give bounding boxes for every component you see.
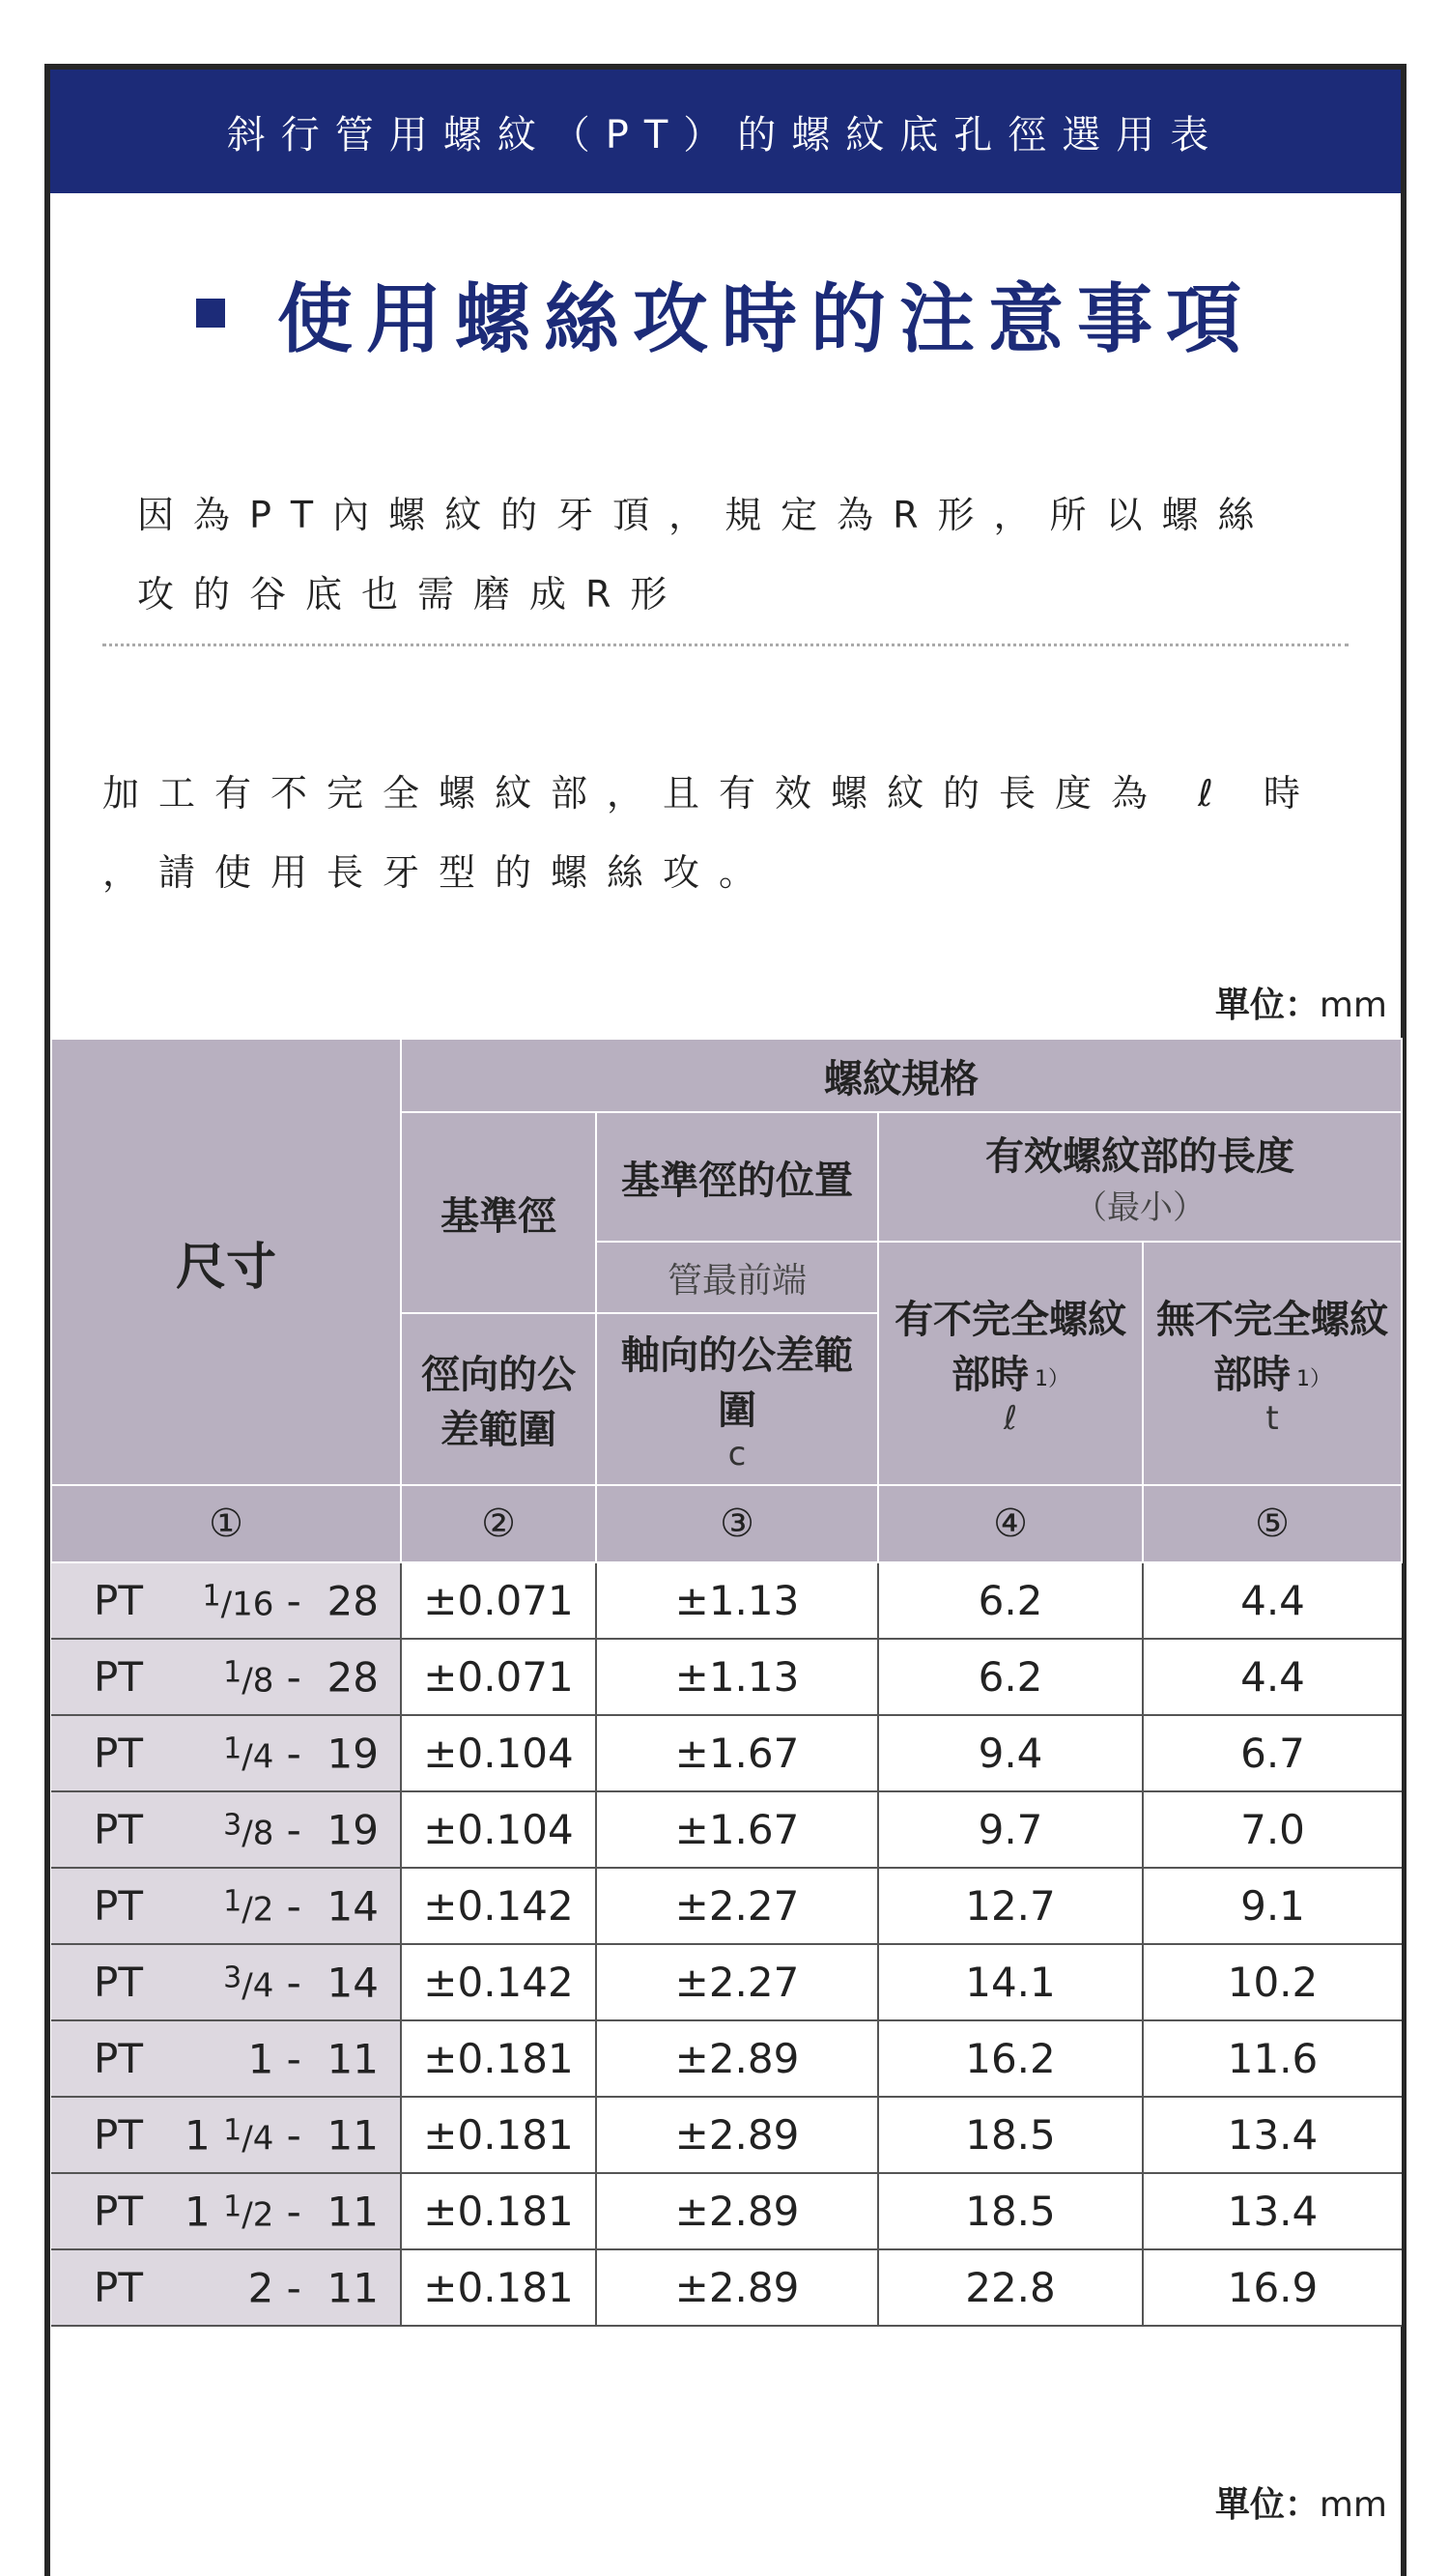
cell-size: [51, 2097, 401, 2173]
size-tpi: 28: [327, 1577, 379, 1624]
size-fraction: $^1$/16: [202, 1579, 274, 1623]
size-value: 1 - 11: [247, 2035, 379, 2082]
cell-radial-tolerance: ±0.181: [401, 2249, 596, 2326]
cell-length-incomplete: 18.5: [878, 2097, 1143, 2173]
table-row: [51, 2097, 1402, 2173]
note-line: 加工有不完全螺紋部，且有效螺紋的長度為 ℓ 時: [102, 772, 1320, 815]
cell-length-incomplete: 9.7: [878, 1791, 1143, 1868]
fraction-numerator: 1: [223, 1884, 242, 1918]
cell-length-incomplete: 16.2: [878, 2020, 1143, 2097]
header-effective-length-sub: （最小）: [1074, 1188, 1206, 1227]
size-tpi: 28: [327, 1653, 379, 1701]
size-prefix: PT: [94, 1806, 143, 1853]
unit-label-text: 單位：: [1214, 2485, 1320, 2525]
table-row: [51, 1715, 1402, 1791]
cell-length-no-incomplete: 6.7: [1143, 1715, 1402, 1791]
header-no-incomplete: [1143, 1242, 1402, 1485]
cell-radial-tolerance: ±0.104: [401, 1715, 596, 1791]
fraction-denominator: 2: [252, 2195, 274, 2234]
cell-axial-tolerance: ±1.13: [596, 1562, 878, 1639]
cell-axial-tolerance: ±1.67: [596, 1791, 878, 1868]
column-number-5: ⑤: [1143, 1485, 1402, 1562]
fraction-numerator: 1: [202, 1579, 221, 1613]
fraction-denominator: 4: [252, 2119, 274, 2158]
cell-size: [51, 1639, 401, 1715]
fraction-denominator: 4: [252, 1966, 274, 2005]
note-paragraph-2: [102, 754, 1397, 912]
cell-length-no-incomplete: 7.0: [1143, 1791, 1402, 1868]
column-number-3: ③: [596, 1485, 878, 1562]
cell-axial-tolerance: ±2.27: [596, 1944, 878, 2020]
size-prefix: PT: [94, 2035, 143, 2082]
size-fraction: $^1$/4: [223, 1732, 274, 1776]
cell-length-incomplete: 9.4: [878, 1715, 1143, 1791]
fraction-denominator: 8: [252, 1814, 274, 1852]
cell-length-no-incomplete: 13.4: [1143, 2097, 1402, 2173]
fraction-denominator: 2: [252, 1890, 274, 1929]
note-line: ，請使用長牙型的螺絲攻。: [102, 851, 776, 894]
cell-radial-tolerance: ±0.181: [401, 2097, 596, 2173]
header-incomplete-text: 有不完全螺紋部時: [895, 1298, 1126, 1397]
thread-spec-table: [50, 1038, 1403, 2327]
table-row: [51, 2173, 1402, 2249]
size-value: $^1$/2 - 14: [223, 1882, 379, 1930]
size-tpi: 19: [327, 1806, 379, 1853]
page-frame: [44, 64, 1406, 2576]
column-number-2: ②: [401, 1485, 596, 1562]
cell-radial-tolerance: ±0.104: [401, 1791, 596, 1868]
size-tpi: 19: [327, 1730, 379, 1777]
unit-value: mm: [1319, 2485, 1387, 2525]
section-title: [50, 255, 1401, 371]
header-axial-tolerance-text: 軸向的公差範圍: [621, 1333, 853, 1433]
table-row: [51, 1868, 1402, 1944]
cell-axial-tolerance: ±1.13: [596, 1639, 878, 1715]
size-value: $^1$/4 - 19: [223, 1730, 379, 1777]
header-effective-length: [878, 1112, 1402, 1242]
header-pipe-end: 管最前端: [596, 1242, 878, 1313]
cell-axial-tolerance: ±2.89: [596, 2173, 878, 2249]
table-row: [51, 1944, 1402, 2020]
column-number-1: ①: [51, 1485, 401, 1562]
column-number-4: ④: [878, 1485, 1143, 1562]
fraction-numerator: 1: [223, 2190, 242, 2223]
table-row: [51, 2249, 1402, 2326]
size-whole: 1: [185, 2188, 211, 2235]
cell-size: [51, 1868, 401, 1944]
unit-value: mm: [1319, 986, 1387, 1025]
cell-length-no-incomplete: 10.2: [1143, 1944, 1402, 2020]
header-size: 尺寸: [51, 1039, 401, 1485]
cell-size: [51, 2249, 401, 2326]
size-value: $^1$/16 - 28: [202, 1577, 379, 1624]
cell-radial-tolerance: ±0.142: [401, 1944, 596, 2020]
cell-size: [51, 1791, 401, 1868]
cell-radial-tolerance: ±0.142: [401, 1868, 596, 1944]
size-tpi: 11: [327, 2264, 379, 2311]
header-no-incomplete-text: 無不完全螺紋部時: [1156, 1298, 1388, 1397]
size-value: 1 $^1$/2 - 11: [185, 2188, 379, 2235]
size-whole: 2: [247, 2264, 274, 2311]
size-tpi: 11: [327, 2035, 379, 2082]
cell-length-incomplete: 22.8: [878, 2249, 1143, 2326]
size-prefix: PT: [94, 1959, 143, 2006]
size-prefix: PT: [94, 1730, 143, 1777]
table-row: [51, 1791, 1402, 1868]
header-ref-diameter: 基準徑: [401, 1112, 596, 1313]
cell-size: [51, 1944, 401, 2020]
cell-radial-tolerance: ±0.181: [401, 2173, 596, 2249]
unit-label-bottom: [1215, 2477, 1387, 2527]
note-paragraph-1: [137, 475, 1393, 634]
fraction-denominator: 4: [252, 1737, 274, 1776]
cell-length-no-incomplete: 16.9: [1143, 2249, 1402, 2326]
fraction-denominator: 16: [232, 1585, 274, 1623]
table-row: [51, 1639, 1402, 1715]
header-incomplete: [878, 1242, 1143, 1485]
size-value: 2 - 11: [247, 2264, 379, 2311]
size-fraction: $^3$/4: [223, 1961, 274, 2005]
size-fraction: $^1$/4: [223, 2113, 274, 2158]
unit-label-text: 單位：: [1214, 986, 1320, 1025]
size-whole: 1: [185, 2111, 211, 2159]
cell-length-incomplete: 6.2: [878, 1639, 1143, 1715]
cell-radial-tolerance: ±0.181: [401, 2020, 596, 2097]
size-value: 1 $^1$/4 - 11: [185, 2111, 379, 2159]
section-title-text: 使用螺絲攻時的注意事項: [276, 276, 1255, 363]
size-tpi: 14: [327, 1959, 379, 2006]
footnote-mark: 1）: [1296, 1366, 1331, 1391]
cell-length-incomplete: 6.2: [878, 1562, 1143, 1639]
size-tpi: 11: [327, 2188, 379, 2235]
header-axial-tolerance: [596, 1313, 878, 1485]
size-prefix: PT: [94, 2188, 143, 2235]
cell-axial-tolerance: ±2.27: [596, 1868, 878, 1944]
note-line: 攻的谷底也需磨成R形: [137, 573, 687, 615]
cell-size: [51, 2020, 401, 2097]
size-whole: 1: [247, 2035, 274, 2082]
size-prefix: PT: [94, 1577, 143, 1624]
table-row: [51, 2020, 1402, 2097]
note-line: 因為PT內螺紋的牙頂，規定為R形，所以螺絲: [137, 494, 1274, 536]
page-banner: 斜行管用螺紋（PT）的螺紋底孔徑選用表: [50, 70, 1401, 193]
cell-axial-tolerance: ±1.67: [596, 1715, 878, 1791]
cell-length-no-incomplete: 4.4: [1143, 1562, 1402, 1639]
fraction-numerator: 1: [223, 2113, 242, 2147]
size-prefix: PT: [94, 1882, 143, 1930]
header-effective-length-text: 有效螺紋部的長度: [985, 1134, 1294, 1179]
square-bullet-icon: [196, 299, 225, 328]
cell-radial-tolerance: ±0.071: [401, 1639, 596, 1715]
cell-length-no-incomplete: 4.4: [1143, 1639, 1402, 1715]
size-fraction: $^1$/2: [223, 2190, 274, 2234]
size-prefix: PT: [94, 1653, 143, 1701]
cell-length-no-incomplete: 11.6: [1143, 2020, 1402, 2097]
dotted-divider: [102, 644, 1349, 646]
header-axial-letter: c: [727, 1435, 747, 1474]
table-body: [51, 1562, 1402, 2326]
size-tpi: 11: [327, 2111, 379, 2159]
table-row: [51, 1562, 1402, 1639]
size-fraction: $^3$/8: [223, 1808, 274, 1852]
header-no-incomplete-letter: t: [1265, 1399, 1279, 1438]
size-value: $^3$/4 - 14: [223, 1959, 379, 2006]
unit-label: [1215, 978, 1387, 1027]
size-fraction: $^1$/8: [223, 1655, 274, 1700]
cell-radial-tolerance: ±0.071: [401, 1562, 596, 1639]
size-tpi: 14: [327, 1882, 379, 1930]
cell-length-no-incomplete: 9.1: [1143, 1868, 1402, 1944]
header-ref-position: 基準徑的位置: [596, 1112, 878, 1242]
header-radial-tolerance: 徑向的公差範圍: [401, 1313, 596, 1485]
fraction-numerator: 3: [223, 1961, 242, 1994]
cell-axial-tolerance: ±2.89: [596, 2097, 878, 2173]
size-prefix: PT: [94, 2111, 143, 2159]
cell-size: [51, 2173, 401, 2249]
cell-size: [51, 1562, 401, 1639]
fraction-numerator: 1: [223, 1655, 242, 1689]
fraction-numerator: 3: [223, 1808, 242, 1842]
size-value: $^3$/8 - 19: [223, 1806, 379, 1853]
size-fraction: $^1$/2: [223, 1884, 274, 1929]
cell-size: [51, 1715, 401, 1791]
cell-length-incomplete: 18.5: [878, 2173, 1143, 2249]
cell-length-incomplete: 14.1: [878, 1944, 1143, 2020]
cell-axial-tolerance: ±2.89: [596, 2249, 878, 2326]
footnote-mark: 1）: [1035, 1366, 1069, 1391]
header-thread-spec: 螺紋規格: [401, 1039, 1402, 1112]
header-incomplete-letter: ℓ: [1003, 1399, 1018, 1438]
cell-length-no-incomplete: 13.4: [1143, 2173, 1402, 2249]
fraction-denominator: 8: [252, 1661, 274, 1700]
size-value: $^1$/8 - 28: [223, 1653, 379, 1701]
cell-axial-tolerance: ±2.89: [596, 2020, 878, 2097]
fraction-numerator: 1: [223, 1732, 242, 1765]
cell-length-incomplete: 12.7: [878, 1868, 1143, 1944]
size-prefix: PT: [94, 2264, 143, 2311]
